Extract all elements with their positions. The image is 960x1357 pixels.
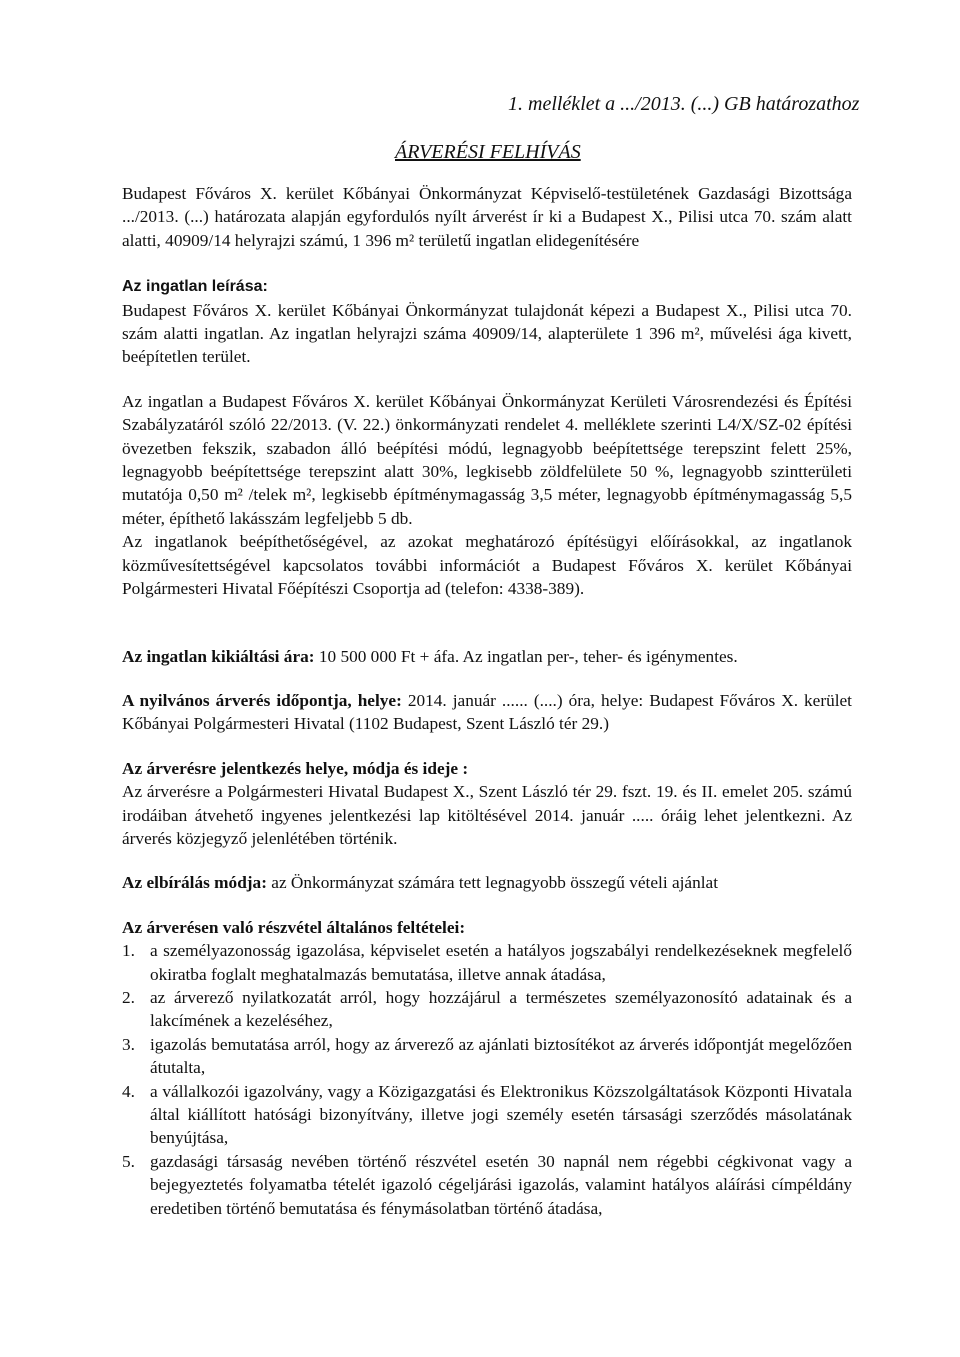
evaluation-text: az Önkormányzat számára tett legnagyobb összegű vételi ajánlat	[266, 873, 719, 893]
list-item	[122, 1150, 852, 1220]
list-item-number: 5.	[122, 1151, 135, 1171]
description-paragraph-2: Az ingatlan a Budapest Főváros X. kerület Kőbányai Önkormányzat Kerületi Városrendezési és Építési Szabályzatáról szóló 22/2013. (V. 22.) önkormányzati rendelet 4. melléklete szerinti L4/X/SZ-02 építési övezetben fekszik, szabadon álló beépítési módú, legnagyobb beépítettsége terepszint felett 25%, legnagyobb beépítettsége terepszint alatt 30%, legkisebb zöldfelülete 50 %, legnagyobb szintterületi mutatója 0,50 m² /telek m², legkisebb építménymagasság 3,5 méter, legnagyobb építménymagasság 5,5 méter, építhető lakásszám legfeljebb 5 db.	[122, 391, 852, 528]
list-item	[122, 986, 852, 1033]
list-item-number: 4.	[122, 1081, 135, 1101]
list-item	[122, 1080, 852, 1150]
list-item-text: az árverező nyilatkozatát arról, hogy hozzájárul a természetes személyazonosító adatainak és a lakcímének a kezeléséhez,	[150, 987, 852, 1031]
list-item-text: a vállalkozói igazolvány, vagy a Közigazgatási és Elektronikus Közszolgáltatások Központi Hivatala által kiállított hatósági bizonyítvány, illetve jogi személy esetén társasági szerződés másolatának benyújtása,	[150, 1081, 852, 1148]
price-text: 10 500 000 Ft + áfa. Az ingatlan per-, teher- és igénymentes.	[314, 646, 738, 666]
annex-reference: 1. melléklet a .../2013. (...) GB határozathoz	[508, 93, 860, 115]
description-section	[122, 275, 852, 600]
description-paragraph-1: Budapest Főváros X. kerület Kőbányai Önkormányzat tulajdonát képezi a Budapest X., Pilisi utca 70. szám alatti ingatlan. Az ingatlan helyrajzi száma 40909/14, alapterülete 1 396 m², művelési ága kivett, beépítetlen terület.	[122, 300, 852, 367]
price-paragraph	[122, 645, 852, 668]
evaluation-paragraph	[122, 871, 852, 894]
document-title: ÁRVERÉSI FELHÍVÁS	[395, 141, 581, 163]
registration-section	[122, 757, 852, 851]
auction-time-paragraph	[122, 689, 852, 736]
list-item	[122, 939, 852, 986]
conditions-heading: Az árverésen való részvétel általános feltételei:	[122, 917, 466, 937]
list-item-text: a személyazonosság igazolása, képviselet esetén a hatályos jogszabályi rendelkezéseknek megfelelő okiratba foglalt meghatalmazás bemutatása, illetve annak átadása,	[150, 941, 852, 984]
auction-time-text: 2014. január ...... (....) óra, helye: Budapest Főváros X. kerület Kőbányai Polgármesteri Hivatal (1102 Budapest, Szent László tér 29.)	[122, 690, 852, 734]
intro-paragraph: Budapest Főváros X. kerület Kőbányai Önkormányzat Képviselő-testületének Gazdasági Bizottsága .../2013. (...) határozata alapján egyfordulós nyílt árverést ír ki a Budapest X., Pilisi utca 70. szám alatt alatti, 40909/14 helyrajzi számú, 1 396 m² területű ingatlan elidegenítésére	[122, 184, 852, 250]
conditions-list	[122, 939, 852, 1220]
conditions-section	[122, 916, 852, 1220]
list-item-number: 3.	[122, 1034, 135, 1054]
registration-text: Az árverésre a Polgármesteri Hivatal Budapest X., Szent László tér 29. fszt. 19. és II. emelet 205. számú irodáiban átvehető ingyenes jelentkezési lap kitöltésével 2014. január ..... óráig lehet jelentkezni. Az árverés közjegyző jelenlétében történik.	[122, 782, 852, 848]
list-item-text: igazolás bemutatása arról, hogy az árverező az ajánlati biztosítékot az árverés időpontját megelőzően átutalta,	[150, 1034, 852, 1078]
registration-heading: Az árverésre jelentkezés helye, módja és ideje :	[122, 758, 469, 778]
description-heading: Az ingatlan leírása:	[122, 278, 268, 296]
list-item-number: 2.	[122, 987, 135, 1007]
auction-time-label: A nyilvános árverés időpontja, helye:	[122, 690, 402, 710]
price-label: Az ingatlan kikiáltási ára:	[122, 646, 315, 666]
description-paragraph-3: Az ingatlanok beépíthetőségével, az azokat meghatározó építésügyi előírásokkal, az ingatlanok közművesítettségével kapcsolatos további információt a Budapest Főváros X. kerület Kőbányai Polgármesteri Hivatal Főépítészi Csoportja ad (telefon: 4338-389).	[122, 532, 852, 599]
document-body	[122, 182, 852, 1220]
list-item	[122, 1033, 852, 1080]
evaluation-label: Az elbírálás módja:	[122, 873, 267, 893]
list-item-number: 1.	[122, 941, 135, 961]
list-item-text: gazdasági társaság nevében történő részvétel esetén 30 napnál nem régebbi cégkivonat vagy a bejegyeztetés folyamatba tételét igazoló cégeljárási igazolás, valamint hatályos aláírási címpéldány eredetiben történő bemutatása és fénymásolatban történő átadása,	[150, 1151, 852, 1218]
